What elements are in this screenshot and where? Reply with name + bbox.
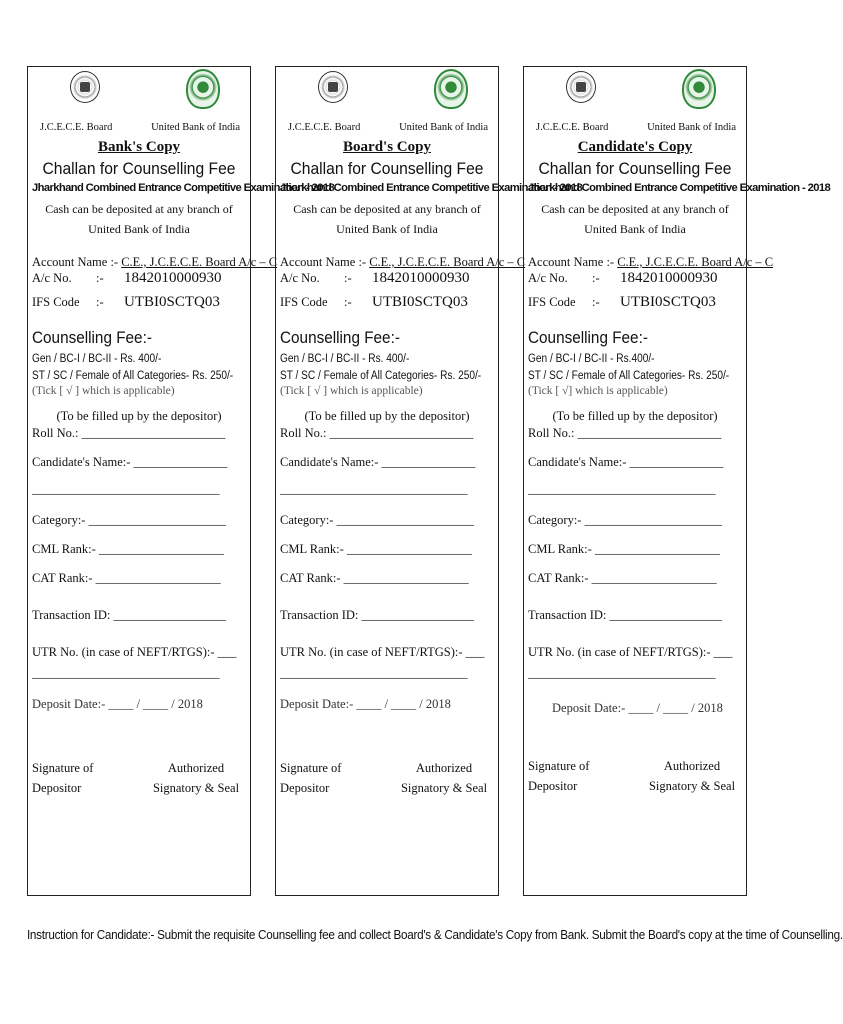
account-name-value: C.E., J.C.E.C.E. Board A/c – C [369,255,526,269]
board-name: J.C.E.C.E. Board [536,122,609,133]
tick-note: (Tick [ √ ] which is applicable) [32,385,175,397]
utr-no-field[interactable]: UTR No. (in case of NEFT/RTGS):- ___ [32,645,237,659]
account-number-row [528,270,742,294]
depositor-signature: Signature of Depositor [32,761,94,795]
fee-heading: Counselling Fee:- [528,328,648,347]
candidate-name-line-2[interactable]: ______________________________ [280,482,468,496]
bank-name: United Bank of India [647,122,736,133]
account-number-row [32,270,246,294]
account-name [528,255,774,270]
fee-heading: Counselling Fee:- [280,328,400,347]
utr-no-line-2[interactable]: ______________________________ [32,666,220,680]
account-name-label: Account Name :- [280,255,367,269]
roll-no-field[interactable]: Roll No.: _______________________ [528,426,722,440]
utr-no-line-2[interactable]: ______________________________ [280,666,468,680]
roll-no-field[interactable]: Roll No.: _______________________ [32,426,226,440]
fee-general: Gen / BC-I / BC-II - Rs. 400/- [280,353,410,365]
fee-general: Gen / BC-I / BC-II - Rs.400/- [528,353,655,365]
ac-no-label: A/c No. [32,271,72,285]
deposit-note: Cash can be deposited at any branch of United Bank of India [293,202,481,236]
signature-row [528,756,742,796]
depositor-note: (To be filled up by the depositor) [304,409,470,423]
board-name: J.C.E.C.E. Board [40,122,113,133]
depositor-signature: Signature of Depositor [280,761,342,795]
copy-title: Candidate's Copy [577,139,693,155]
authorized-signatory: Authorized Signatory & Seal [152,761,240,795]
authorized-signatory: Authorized Signatory & Seal [400,761,488,795]
bank-name: United Bank of India [399,122,488,133]
ifs-label: IFS Code [32,295,80,309]
account-name-value: C.E., J.C.E.C.E. Board A/c – C [121,255,278,269]
cat-rank-field[interactable]: CAT Rank:- ____________________ [528,571,717,585]
depositor-note: (To be filled up by the depositor) [56,409,222,423]
cml-rank-field[interactable]: CML Rank:- ____________________ [280,542,472,556]
candidate-name-line-2[interactable]: ______________________________ [32,482,220,496]
logo-strip [32,67,246,133]
ifs-separator: :- [592,295,600,309]
ifs-label: IFS Code [280,295,328,309]
utr-no-field[interactable]: UTR No. (in case of NEFT/RTGS):- ___ [280,645,485,659]
jcece-seal-icon [566,71,596,103]
category-field[interactable]: Category:- ______________________ [528,513,723,527]
ac-no-value: 1842010000930 [620,270,718,286]
copy-title: Bank's Copy [97,139,181,155]
challan-title: Challan for Counselling Fee [538,159,732,178]
account-name-label: Account Name :- [32,255,119,269]
deposit-note: Cash can be deposited at any branch of United Bank of India [541,202,729,236]
candidate-name-field[interactable]: Candidate's Name:- _______________ [280,455,476,469]
ac-no-separator: :- [344,271,352,285]
cml-rank-field[interactable]: CML Rank:- ____________________ [528,542,720,556]
candidate-name-field[interactable]: Candidate's Name:- _______________ [528,455,724,469]
ifs-value: UTBI0SCTQ03 [124,294,220,310]
copy-title: Board's Copy [343,139,431,155]
fee-heading: Counselling Fee:- [32,328,152,347]
cat-rank-field[interactable]: CAT Rank:- ____________________ [280,571,469,585]
challan-candidate-copy [523,66,831,896]
deposit-date-field[interactable]: Deposit Date:- ____ / ____ / 2018 [552,701,723,715]
account-name-value: C.E., J.C.E.C.E. Board A/c – C [617,255,774,269]
exam-title: Jharkhand Combined Entrance Competitive Examination - 2018 [528,182,831,194]
account-name [280,255,526,270]
challan-board-copy [275,66,583,896]
united-bank-logo-icon [434,69,468,109]
fee-reserved: ST / SC / Female of All Categories- Rs. 250/- [528,370,730,382]
exam-title: Jharkhand Combined Entrance Competitive Examination - 2018 [32,182,335,194]
tick-note: (Tick [ √ ] which is applicable) [280,385,423,397]
ifs-separator: :- [96,295,104,309]
fee-reserved: ST / SC / Female of All Categories- Rs. 250/- [280,370,482,382]
united-bank-logo-icon [682,69,716,109]
depositor-note: (To be filled up by the depositor) [552,409,718,423]
ac-no-label: A/c No. [280,271,320,285]
transaction-id-field[interactable]: Transaction ID: __________________ [528,608,722,622]
challan-title: Challan for Counselling Fee [42,159,236,178]
transaction-id-field[interactable]: Transaction ID: __________________ [32,608,226,622]
logo-strip [280,67,494,133]
united-bank-logo-icon [186,69,220,109]
ifs-code-row [528,294,742,318]
ac-no-value: 1842010000930 [372,270,470,286]
fee-general: Gen / BC-I / BC-II - Rs. 400/- [32,353,162,365]
jcece-seal-icon [70,71,100,103]
authorized-signatory: Authorized Signatory & Seal [648,759,736,793]
ifs-value: UTBI0SCTQ03 [620,294,716,310]
deposit-date-field[interactable]: Deposit Date:- ____ / ____ / 2018 [280,697,451,711]
candidate-name-field[interactable]: Candidate's Name:- _______________ [32,455,228,469]
candidate-name-line-2[interactable]: ______________________________ [528,482,716,496]
board-name: J.C.E.C.E. Board [288,122,361,133]
exam-title: Jharkhand Combined Entrance Competitive Examination - 2018 [280,182,583,194]
ac-no-value: 1842010000930 [124,270,222,286]
deposit-date-field[interactable]: Deposit Date:- ____ / ____ / 2018 [32,697,203,711]
utr-no-field[interactable]: UTR No. (in case of NEFT/RTGS):- ___ [528,645,733,659]
account-name [32,255,278,270]
jcece-seal-icon [318,71,348,103]
fee-reserved: ST / SC / Female of All Categories- Rs. 250/- [32,370,234,382]
signature-row [32,758,246,798]
depositor-signature: Signature of Depositor [528,759,590,793]
category-field[interactable]: Category:- ______________________ [32,513,227,527]
deposit-note: Cash can be deposited at any branch of United Bank of India [45,202,233,236]
roll-no-field[interactable]: Roll No.: _______________________ [280,426,474,440]
ac-no-separator: :- [592,271,600,285]
candidate-instruction: Instruction for Candidate:- Submit the requisite Counselling fee and collect Board's & Candidate's Copy from Bank. Submit the Board's copy at the time of Counselling. [26,928,843,942]
account-name-label: Account Name :- [528,255,615,269]
ifs-value: UTBI0SCTQ03 [372,294,468,310]
bank-name: United Bank of India [151,122,240,133]
cat-rank-field[interactable]: CAT Rank:- ____________________ [32,571,221,585]
signature-row [280,758,494,798]
challan-title: Challan for Counselling Fee [290,159,484,178]
ifs-separator: :- [344,295,352,309]
transaction-id-field[interactable]: Transaction ID: __________________ [280,608,474,622]
cml-rank-field[interactable]: CML Rank:- ____________________ [32,542,224,556]
ifs-code-row [280,294,494,318]
ifs-label: IFS Code [528,295,576,309]
ifs-code-row [32,294,246,318]
tick-note: (Tick [ √] which is applicable) [528,385,668,397]
account-number-row [280,270,494,294]
logo-strip [528,67,742,133]
challan-bank-copy [27,66,335,896]
ac-no-separator: :- [96,271,104,285]
utr-no-line-2[interactable]: ______________________________ [528,666,716,680]
category-field[interactable]: Category:- ______________________ [280,513,475,527]
ac-no-label: A/c No. [528,271,568,285]
